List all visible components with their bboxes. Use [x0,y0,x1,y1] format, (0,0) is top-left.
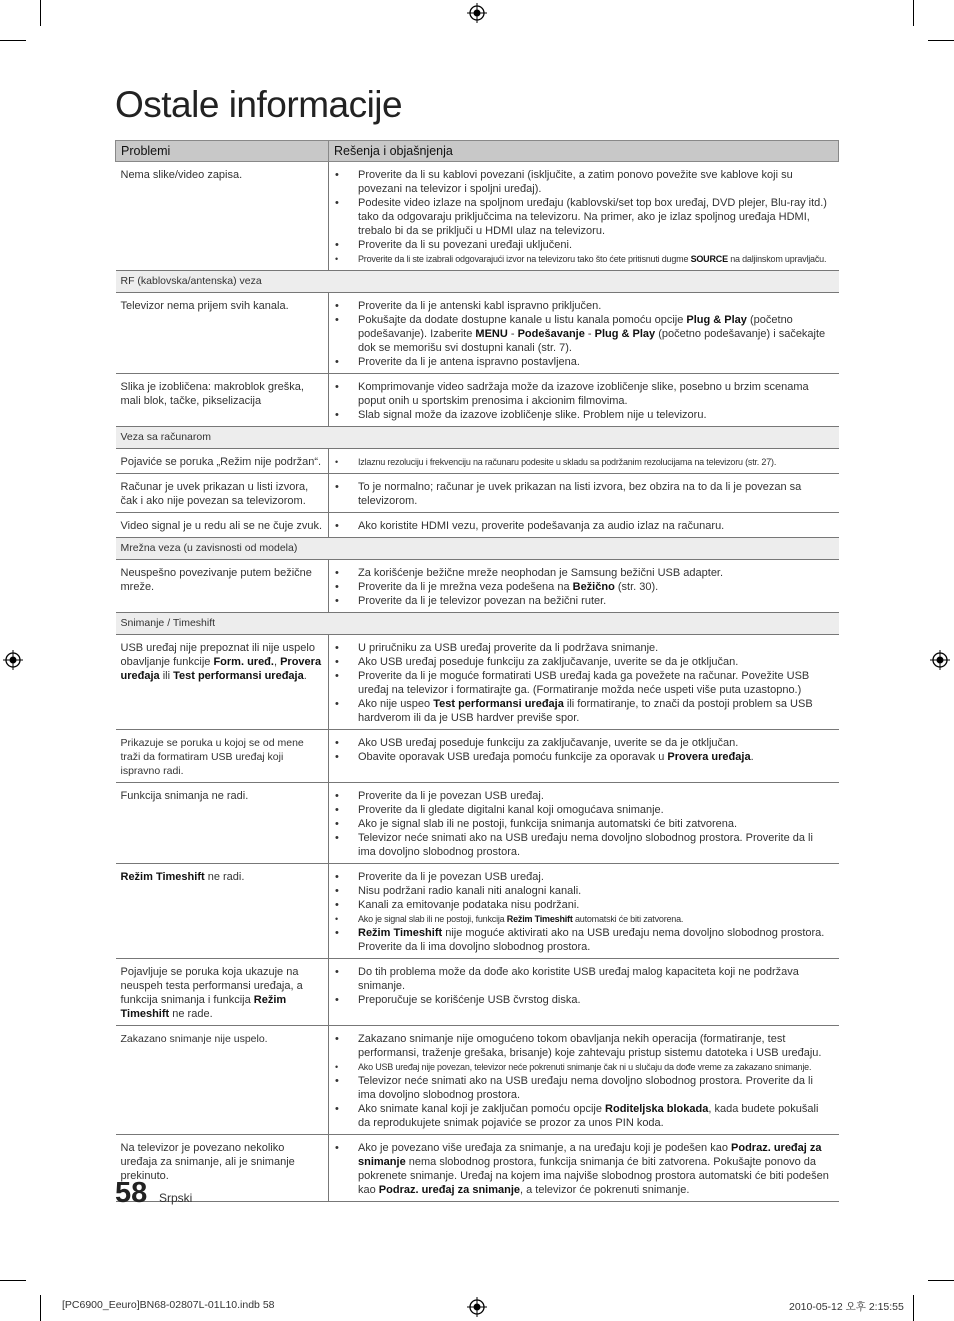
solution-cell [329,1135,839,1202]
solution-list [358,299,834,369]
list-item: • Proverite da li je mrežna veza podešena na Bežično (str. 30). [358,580,834,594]
list-item: • Ako je povezano više uređaja za snimanje, a na uređaju koji je podešen kao Podraz. uređaj za snimanje nema slobodnog prostora, funkcija snimanja će biti zatvorena. Pokušajte ponovo da pokrenete snimanje. Uređaj na kojem ima najviše slobodnog prostora automatski će biti podešen kao Podraz. uređaj za snimanje, a televizor će pokrenuti snimanje. [358,1141,834,1197]
list-item: • To je normalno; računar je uvek prikazan na listi izvora, bez obzira na to da li je povezan sa televizorom. [358,480,834,508]
problem-cell: Funkcija snimanja ne radi. [116,783,329,864]
footer-file-info: [PC6900_Eeuro]BN68-02807L-01L10.indb 58 [62,1299,275,1311]
list-item: • Ako je signal slab ili ne postoji, funkcija Režim Timeshift automatski će biti zatvorena. [358,912,834,926]
problem-cell: Neuspešno povezivanje putem bežične mreže. [116,560,329,613]
section-title: Snimanje / Timeshift [116,613,839,635]
crop-mark [0,1280,26,1281]
solution-list [358,870,834,954]
list-item: • Ako je signal slab ili ne postoji, funkcija snimanja automatski će biti zatvorena. [358,817,834,831]
solution-cell [329,635,839,730]
table-row [116,513,839,538]
crop-mark [0,40,26,41]
table-row [116,1135,839,1202]
page-language: Srpski [159,1191,193,1205]
table-header-row [116,141,839,162]
list-item: • Televizor neće snimati ako na USB uređaju nema dovoljno slobodnog prostora. Proverite da li ima dovoljno slobodnog prostora. [358,1074,834,1102]
table-row [116,374,839,427]
list-item: • Proverite da li je povezan USB uređaj. [358,870,834,884]
list-item: • Režim Timeshift nije moguće aktivirati ako na USB uređaju nema dovoljno slobodnog prostora. Proverite da li ima dovoljno slobodnog prostora. [358,926,834,954]
crop-mark [40,0,41,26]
solution-cell [329,783,839,864]
list-item: • Proverite da li je antena ispravno postavljena. [358,355,834,369]
problem-cell: Zakazano snimanje nije uspelo. [116,1026,329,1135]
list-item: • Proverite da li ste izabrali odgovarajući izvor na televizoru tako što ćete pritisnuti dugme SOURCE na daljinskom upravljaču. [358,252,834,266]
solution-list [358,455,834,469]
problem-cell: USB uređaj nije prepoznat ili nije uspelo obavljanje funkcije Form. uređ., Provera uređaja ili Test performansi uređaja. [116,635,329,730]
list-item: • Do tih problema može da dođe ako koristite USB uređaj malog kapaciteta koji ne podržava snimanje. [358,965,834,993]
registration-mark-icon [3,650,23,670]
solution-list [358,789,834,859]
section-row [116,271,839,293]
solution-list [358,1141,834,1197]
registration-mark-icon [930,650,950,670]
page-title: Ostale informacije [115,84,403,125]
list-item: • Slab signal može da izazove izobličenje slike. Problem nije u televizoru. [358,408,834,422]
list-item: • Podesite video izlaze na spoljnom uređaju (kablovski/set top box uređaj, DVD plejer, Blu-ray itd.) tako da odgovaraju priključcima na televizoru. Na primer, ako je izlaz spoljnog uređaja HDMI, trebalo bi da se priključi u HDMI ulaz na televizoru. [358,196,834,238]
table-row [116,162,839,271]
solution-list [358,566,834,608]
solution-list [358,519,834,533]
solution-list [358,380,834,422]
list-item: • Preporučuje se korišćenje USB čvrstog diska. [358,993,834,1007]
solution-cell [329,513,839,538]
section-title: Veza sa računarom [116,427,839,449]
solution-cell [329,730,839,783]
table-row [116,730,839,783]
problem-cell: Režim Timeshift ne radi. [116,864,329,959]
list-item: • Izlaznu rezoluciju i frekvenciju na računaru podesite u skladu sa podržanim rezolucijama na televizoru (str. 27). [358,455,834,469]
solution-cell [329,474,839,513]
solution-list [358,641,834,725]
table-row [116,560,839,613]
table-row [116,1026,839,1135]
crop-mark [913,0,914,26]
section-title: RF (kablovska/antenska) veza [116,271,839,293]
column-header-solutions: Rešenja i objašnjenja [329,141,839,162]
solution-cell [329,1026,839,1135]
solution-list [358,736,834,764]
list-item: • Ako koristite HDMI vezu, proverite podešavanja za audio izlaz na računaru. [358,519,834,533]
section-row [116,538,839,560]
crop-mark [913,1295,914,1321]
registration-mark-icon [467,1297,487,1317]
list-item: • Nisu podržani radio kanali niti analogni kanali. [358,884,834,898]
problem-cell: Pojaviće se poruka „Režim nije podržan“. [116,449,329,474]
problem-cell: Pojavljuje se poruka koja ukazuje na neuspeh testa performansi uređaja, a funkcija snimanja i funkcija Režim Timeshift ne rade. [116,959,329,1026]
list-item: • Obavite oporavak USB uređaja pomoću funkcije za oporavak u Provera uređaja. [358,750,834,764]
solution-list [358,480,834,508]
solution-list [358,1032,834,1130]
crop-mark [928,40,954,41]
page-number: 58 [115,1177,148,1209]
list-item: • Proverite da li su kablovi povezani (isključite, a zatim ponovo povežite sve kablove koji su povezani na televizor i spoljni uređaj). [358,168,834,196]
problem-cell: Slika je izobličena: makroblok greška, mali blok, tačke, pikselizacija [116,374,329,427]
solution-list [358,965,834,1007]
table-row [116,474,839,513]
solution-list [358,168,834,266]
list-item: • Proverite da li je povezan USB uređaj. [358,789,834,803]
solution-cell [329,374,839,427]
solution-cell [329,864,839,959]
problem-cell: Računar je uvek prikazan u listi izvora, čak i ako nije povezan sa televizorom. [116,474,329,513]
list-item: • Ako nije uspeo Test performansi uređaja ili formatiranje, to znači da postoji problem sa USB hardverom ili da je USB hardver previše spor. [358,697,834,725]
list-item: • Televizor neće snimati ako na USB uređaju nema dovoljno slobodnog prostora. Proverite da li ima dovoljno slobodnog prostora. [358,831,834,859]
table-body [116,162,839,1202]
list-item: • Zakazano snimanje nije omogućeno tokom obavljanja nekih operacija (formatiranje, test performansi, traženje grešaka, brisanje) koje zahtevaju pristup sistemu datoteka i USB uređaju. [358,1032,834,1060]
problem-cell: Prikazuje se poruka u kojoj se od mene traži da formatiram USB uređaj koji ispravno radi. [116,730,329,783]
list-item: • Komprimovanje video sadržaja može da izazove izobličenje slike, posebno u brzim scenama poput onih u sportskim prenosima i akcionim filmovima. [358,380,834,408]
section-title: Mrežna veza (u zavisnosti od modela) [116,538,839,560]
problem-cell: Na televizor je povezano nekoliko uređaja za snimanje, ali je snimanje prekinuto. [116,1135,329,1202]
list-item: • Ako USB uređaj nije povezan, televizor neće pokrenuti snimanje čak ni u slučaju da dođe vreme za zakazano snimanje. [358,1060,834,1074]
table-row [116,635,839,730]
solution-cell [329,560,839,613]
solution-cell [329,293,839,374]
list-item: • Proverite da li gledate digitalni kanal koji omogućava snimanje. [358,803,834,817]
table-row [116,864,839,959]
problem-cell: Nema slike/video zapisa. [116,162,329,271]
table-row [116,959,839,1026]
list-item: • Pokušajte da dodate dostupne kanale u listu kanala pomoću opcije Plug & Play (početno podešavanje). Izaberite MENU - Podešavanje - Plug & Play (početno podešavanje) i sačekajte dok se memorišu svi dostupni kanali (str. 7). [358,313,834,355]
table-row [116,293,839,374]
list-item: • Proverite da li je moguće formatirati USB uređaj kada ga povežete na računar. Povežite USB uređaj na televizor i formatirajte ga. (Formatiranje možda neće uspeti više puta uzastopno.) [358,669,834,697]
crop-mark [928,1280,954,1281]
solution-cell [329,449,839,474]
list-item: • Za korišćenje bežične mreže neophodan je Samsung bežični USB adapter. [358,566,834,580]
table-row [116,783,839,864]
section-row [116,613,839,635]
column-header-problems: Problemi [116,141,329,162]
troubleshooting-table [115,140,839,1202]
table-row [116,449,839,474]
solution-cell [329,959,839,1026]
problem-cell: Televizor nema prijem svih kanala. [116,293,329,374]
list-item: • U priručniku za USB uređaj proverite da li podržava snimanje. [358,641,834,655]
list-item: • Ako USB uređaj poseduje funkciju za zaključavanje, uverite se da je otključan. [358,736,834,750]
solution-cell [329,162,839,271]
list-item: • Proverite da li su povezani uređaji uključeni. [358,238,834,252]
list-item: • Ako snimate kanal koji je zaključan pomoću opcije Roditeljska blokada, kada budete pokušali da reprodukujete snimak pojaviće se prozor za unos PIN koda. [358,1102,834,1130]
list-item: • Proverite da li je antenski kabl ispravno priključen. [358,299,834,313]
list-item: • Proverite da li je televizor povezan na bežični ruter. [358,594,834,608]
list-item: • Kanali za emitovanje podataka nisu podržani. [358,898,834,912]
section-row [116,427,839,449]
registration-mark-icon [467,3,487,23]
crop-mark [40,1295,41,1321]
problem-cell: Video signal je u redu ali se ne čuje zvuk. [116,513,329,538]
footer-timestamp: 2010-05-12 오후 2:15:55 [789,1301,904,1313]
list-item: • Ako USB uređaj poseduje funkciju za zaključavanje, uverite se da je otključan. [358,655,834,669]
